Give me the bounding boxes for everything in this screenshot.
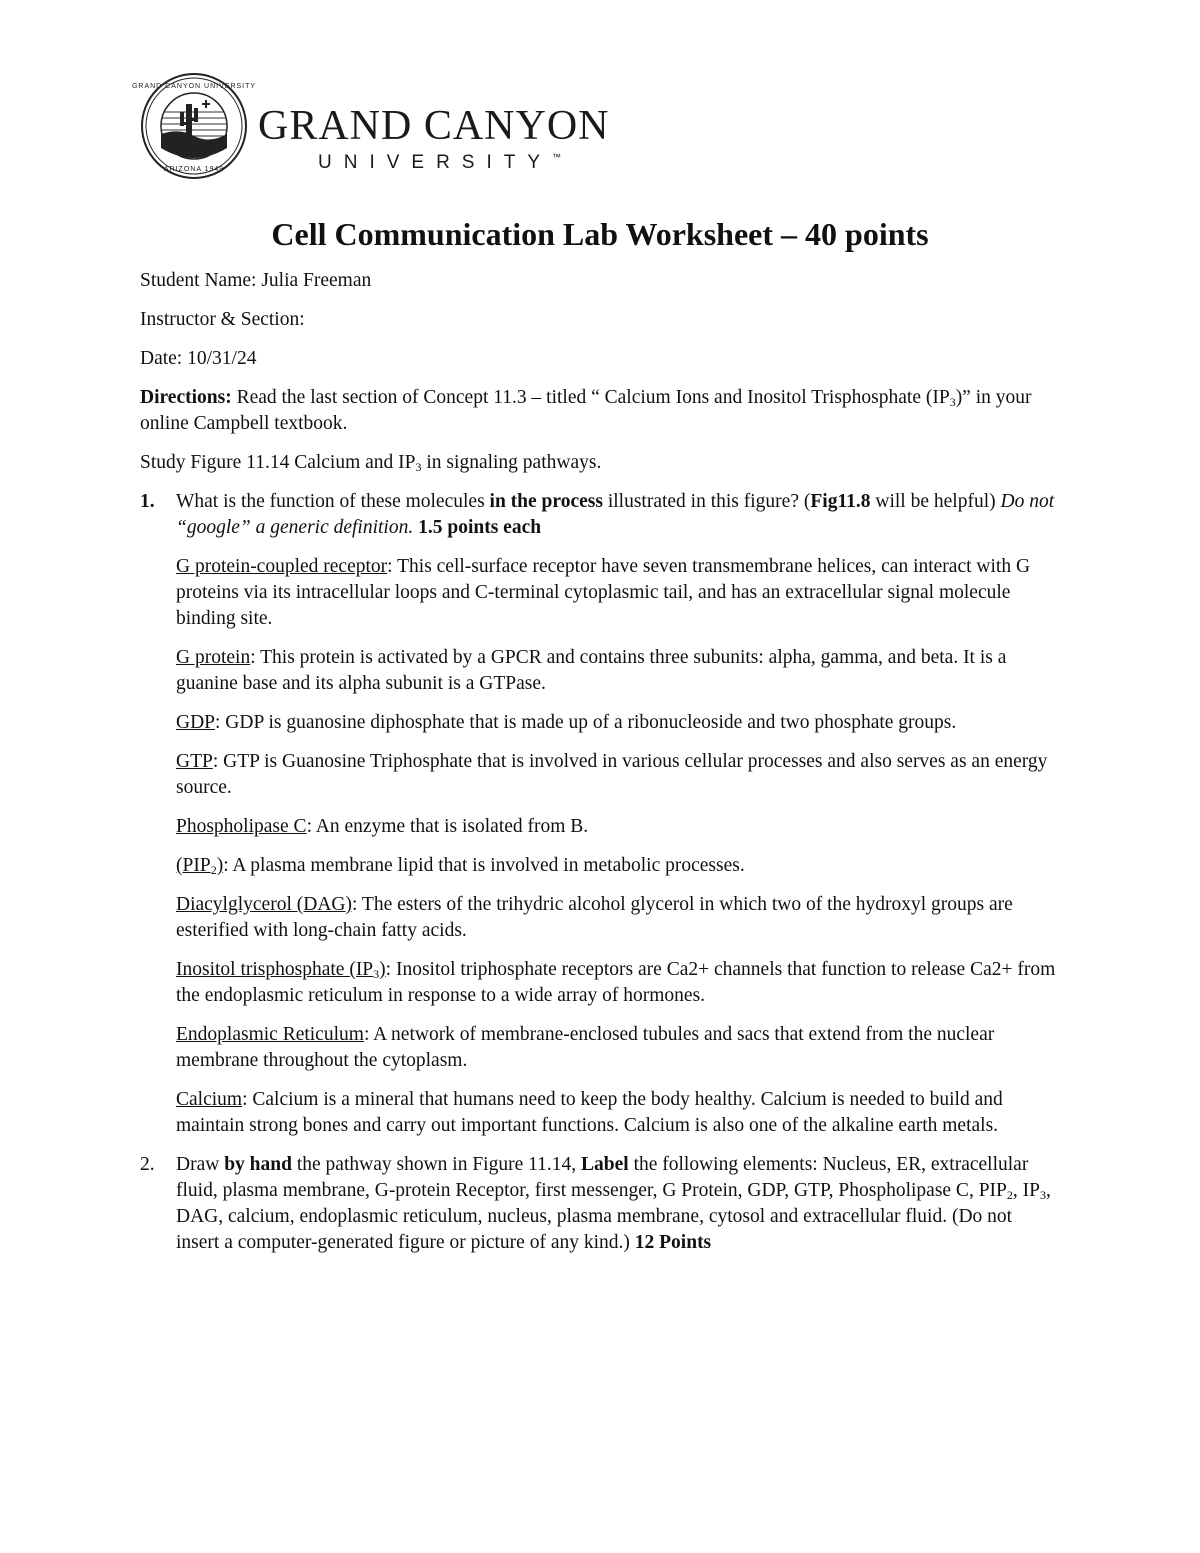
svg-text:GRAND CANYON UNIVERSITY: GRAND CANYON UNIVERSITY bbox=[131, 83, 257, 90]
q1-text-2: illustrated in this figure? ( bbox=[602, 491, 811, 512]
term-sub: 3 bbox=[373, 967, 380, 981]
date-field: Date: 10/31/24 bbox=[140, 348, 257, 369]
definition-term bbox=[176, 816, 307, 837]
term-after: ) bbox=[379, 959, 386, 980]
definition-item bbox=[140, 749, 1060, 801]
worksheet-body bbox=[140, 268, 1060, 1269]
definition-text: : Calcium is a mineral that humans need to keep the body healthy. Calcium is needed to build and maintain strong bones and carry out important functions. Calcium is also one of the alkaline earth metals. bbox=[176, 1089, 1003, 1136]
question-2-number: 2. bbox=[140, 1154, 155, 1175]
directions bbox=[140, 385, 1060, 437]
q2-text-4: , IP bbox=[1012, 1180, 1040, 1201]
term-text: GTP bbox=[176, 751, 213, 772]
directions-text-a: Read the last section of Concept 11.3 – titled “ Calcium Ions and Inositol Trisphosphate (IP bbox=[231, 387, 950, 408]
study-instruction bbox=[140, 450, 1060, 476]
definition-term bbox=[176, 556, 387, 577]
term-sub: 2 bbox=[210, 863, 217, 877]
definition-item bbox=[140, 853, 1060, 879]
study-text-b: in signaling pathways. bbox=[421, 452, 602, 473]
q2-bold-1: by hand bbox=[224, 1154, 292, 1175]
q1-text-3: will be helpful) bbox=[870, 491, 1001, 512]
q2-sub-2: 3 bbox=[1039, 1188, 1046, 1202]
term-text: (PIP bbox=[176, 855, 211, 876]
term-text: Endoplasmic Reticulum bbox=[176, 1024, 364, 1045]
q2-text-5: , DAG, calcium, endoplasmic reticulum, nucleus, plasma membrane, cytosol and extracellular fluid. (Do not insert a computer-generated figure or picture of any kind.) bbox=[176, 1180, 1051, 1253]
directions-text-b: )” in your online Campbell textbook. bbox=[140, 387, 1032, 434]
definition-item bbox=[140, 957, 1060, 1009]
university-seal-icon bbox=[131, 72, 257, 180]
definition-term bbox=[176, 959, 386, 980]
q2-sub-1: 2 bbox=[1006, 1188, 1013, 1202]
definition-item bbox=[140, 710, 1060, 736]
q1-text-1: What is the function of these molecules bbox=[176, 491, 490, 512]
q1-italic: Do not “google” a generic definition. bbox=[176, 491, 1055, 538]
instructor-section: Instructor & Section: bbox=[140, 309, 305, 330]
student-name: Student Name: Julia Freeman bbox=[140, 270, 372, 291]
directions-label: Directions: bbox=[140, 387, 232, 408]
definition-text: : The esters of the trihydric alcohol glycerol in which two of the hydroxyl groups are esterified with long-chain fatty acids. bbox=[176, 894, 1013, 941]
question-1 bbox=[140, 489, 1060, 541]
definition-text: : This cell-surface receptor have seven transmembrane helices, can interact with G proteins via its intracellular loops and C-terminal cytoplasmic tail, and has an extracellular signal molecule binding site. bbox=[176, 556, 1031, 629]
q2-text-2: the pathway shown in Figure 11.14, bbox=[291, 1154, 582, 1175]
svg-text:ARIZONA 1949: ARIZONA 1949 bbox=[163, 166, 225, 173]
q2-bold-2: Label bbox=[581, 1154, 629, 1175]
q2-points: 12 Points bbox=[634, 1232, 712, 1253]
logo-subtitle-text: UNIVERSITY bbox=[318, 152, 553, 173]
q1-points: 1.5 points each bbox=[418, 517, 542, 538]
study-text-a: Study Figure 11.14 Calcium and IP bbox=[140, 452, 416, 473]
definition-list bbox=[140, 554, 1060, 1139]
definition-term bbox=[176, 855, 223, 876]
q2-text-1: Draw bbox=[176, 1154, 225, 1175]
definition-text: : A network of membrane-enclosed tubules and sacs that extend from the nuclear membrane throughout the cytoplasm. bbox=[176, 1024, 995, 1071]
logo-trademark: ™ bbox=[552, 152, 562, 162]
logo-wordmark: GRAND CANYON bbox=[258, 103, 610, 149]
university-logo bbox=[131, 72, 620, 173]
definition-item bbox=[140, 1022, 1060, 1074]
definition-text: : Inositol triphosphate receptors are Ca2+ channels that function to release Ca2+ from the endoplasmic reticulum in response to a wide array of hormones. bbox=[176, 959, 1056, 1006]
term-text: G protein bbox=[176, 647, 251, 668]
definition-term bbox=[176, 1024, 364, 1045]
definition-term bbox=[176, 1089, 242, 1110]
definition-item bbox=[140, 892, 1060, 944]
question-1-number: 1. bbox=[140, 491, 155, 512]
definition-term bbox=[176, 751, 213, 772]
term-text: Calcium bbox=[176, 1089, 243, 1110]
q1-bold-2: Fig11.8 bbox=[810, 491, 871, 512]
definition-text: : This protein is activated by a GPCR and contains three subunits: alpha, gamma, and beta. It is a guanine base and its alpha subunit is a GTPase. bbox=[176, 647, 1007, 694]
term-text: Inositol trisphosphate (IP bbox=[176, 959, 374, 980]
definition-item bbox=[140, 814, 1060, 840]
definition-text: : An enzyme that is isolated from B. bbox=[306, 816, 589, 837]
page-title: Cell Communication Lab Worksheet – 40 points bbox=[271, 216, 929, 252]
study-sub: 3 bbox=[415, 460, 422, 474]
definition-text: : GDP is guanosine diphosphate that is made up of a ribonucleoside and two phosphate groups. bbox=[215, 712, 957, 733]
definition-item bbox=[140, 554, 1060, 632]
directions-sub: 3 bbox=[949, 395, 956, 409]
definition-term bbox=[176, 712, 215, 733]
term-text: Diacylglycerol (DAG) bbox=[176, 894, 352, 915]
term-text: Phospholipase C bbox=[176, 816, 307, 837]
definition-term bbox=[176, 647, 250, 668]
logo-subtitle bbox=[318, 152, 561, 174]
question-2 bbox=[140, 1152, 1060, 1256]
term-after: ) bbox=[216, 855, 224, 876]
definition-item bbox=[140, 645, 1060, 697]
term-text: G protein-coupled receptor bbox=[176, 556, 388, 577]
definition-term bbox=[176, 894, 352, 915]
definition-text: : A plasma membrane lipid that is involved in metabolic processes. bbox=[223, 855, 745, 876]
definition-text: : GTP is Guanosine Triphosphate that is involved in various cellular processes and also serves as an energy source. bbox=[176, 751, 1048, 798]
q2-text-3: the following elements: Nucleus, ER, extracellular fluid, plasma membrane, G-protein Receptor, first messenger, G Protein, GDP, GTP, Phospholipase C, PIP bbox=[176, 1154, 1029, 1201]
term-text: GDP bbox=[176, 712, 216, 733]
definition-item bbox=[140, 1087, 1060, 1139]
q1-bold-1: in the process bbox=[489, 491, 603, 512]
